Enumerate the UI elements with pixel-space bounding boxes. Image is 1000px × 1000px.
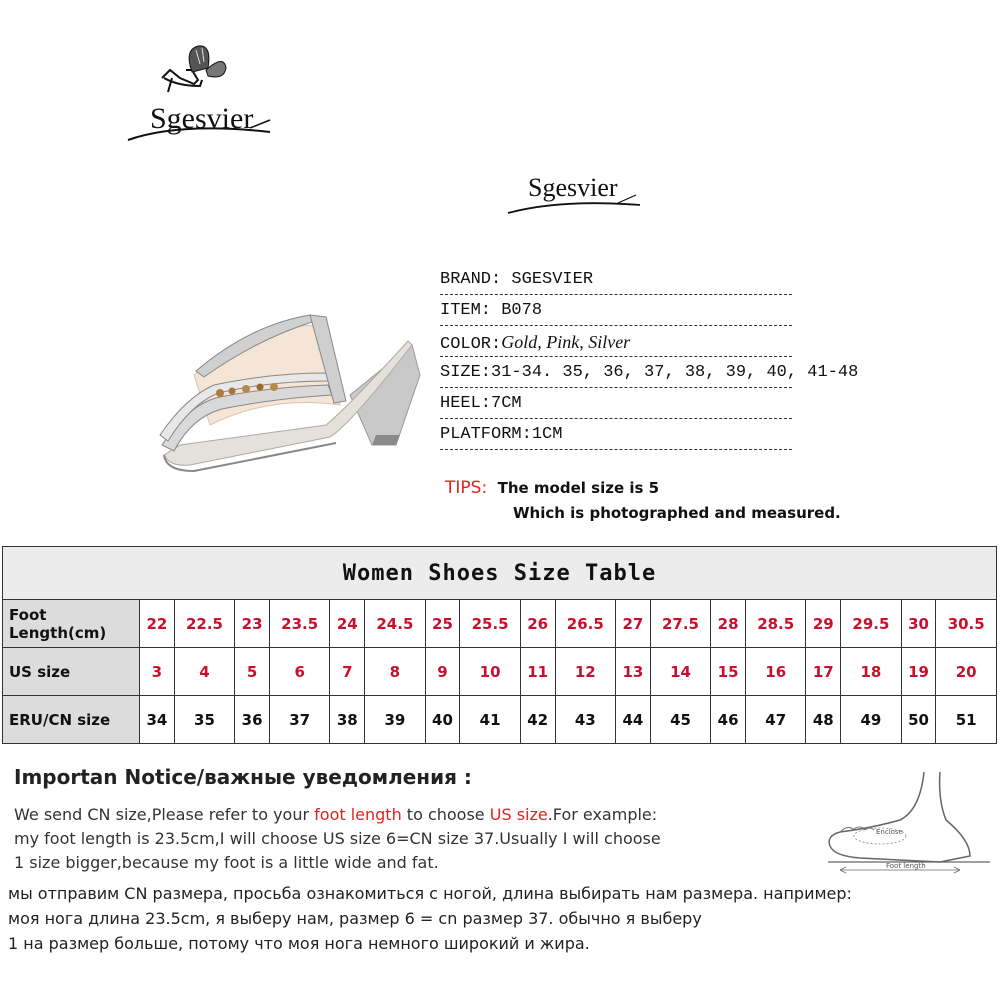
diagram-label-enclose: Enclose (876, 828, 903, 836)
size-table-cell: 26 (520, 600, 555, 648)
size-table-row (3, 696, 997, 744)
brand-logo-text: Sgesvier (150, 102, 254, 135)
spec-color-value: Gold, Pink, Silver (501, 332, 631, 352)
size-table (2, 546, 997, 744)
size-table-cell: 40 (425, 696, 460, 744)
size-table-cell: 22.5 (174, 600, 234, 648)
spec-size-value: 31-34. 35, 36, 37, 38, 39, 40, 41-48 (491, 363, 859, 382)
size-table-cell: 4 (174, 648, 234, 696)
notice-en-line-2: my foot length is 23.5cm,I will choose US size 6=CN size 37.Usually I will choose (14, 829, 661, 848)
size-table-cell: 24.5 (365, 600, 425, 648)
size-table-cell: 27.5 (650, 600, 710, 648)
notice-en-text: We send CN size,Please refer to your (14, 805, 315, 824)
size-table-cell: 25.5 (460, 600, 520, 648)
size-table-cell: 14 (650, 648, 710, 696)
spec-item-label: ITEM: (440, 301, 492, 320)
size-table-cell: 49 (841, 696, 901, 744)
spec-brand-value: SGESVIER (511, 270, 594, 289)
spec-item (440, 299, 792, 326)
size-table-cell: 19 (901, 648, 936, 696)
spec-heel (440, 392, 792, 419)
spec-size (440, 361, 859, 388)
notice-highlight-foot-length: foot length (314, 805, 402, 824)
foot-icon (820, 770, 995, 880)
size-table-cell: 25 (425, 600, 460, 648)
size-table-cell: 26.5 (555, 600, 615, 648)
size-table-cell: 3 (140, 648, 175, 696)
spec-color (440, 330, 792, 357)
brand-logo-middle (500, 165, 650, 225)
size-table-cell: 10 (460, 648, 520, 696)
size-table-cell: 28.5 (745, 600, 805, 648)
size-table-cell: 48 (806, 696, 841, 744)
notice-title: Importan Notice/важные уведомления : (14, 765, 472, 789)
size-table-cell: 18 (841, 648, 901, 696)
size-table-row (3, 600, 997, 648)
spec-item-value: B078 (501, 301, 543, 320)
size-table-title: Women Shoes Size Table (3, 547, 997, 600)
notice-highlight-us-size: US size (489, 805, 548, 824)
size-table-cell: 39 (365, 696, 425, 744)
size-table-cell: 36 (235, 696, 270, 744)
spec-platform-value: 1CM (531, 425, 563, 444)
notice-en-line-3: 1 size bigger,because my foot is a little wide and fat. (14, 853, 439, 872)
notice-en-line-1 (14, 805, 657, 824)
size-table-cell: 22 (140, 600, 175, 648)
size-table-cell: 30.5 (936, 600, 997, 648)
size-table-cell: 30 (901, 600, 936, 648)
size-table-cell: 34 (140, 696, 175, 744)
size-table-cell: 5 (235, 648, 270, 696)
size-table-cell: 9 (425, 648, 460, 696)
size-table-cell: 35 (174, 696, 234, 744)
brand-logo-text: Sgesvier (528, 173, 618, 202)
notice-ru-line-1: мы отправим CN размера, просьба ознакомиться с ногой, длина выбирать нам размера. например: (8, 884, 852, 903)
spec-brand-label: BRAND: (440, 270, 502, 289)
size-table-cell: 38 (330, 696, 365, 744)
size-table-cell: 44 (616, 696, 651, 744)
spec-platform-label: PLATFORM: (440, 425, 532, 444)
product-image (150, 285, 440, 485)
size-table-cell: 27 (616, 600, 651, 648)
spec-brand (440, 268, 792, 295)
size-table-cell: 7 (330, 648, 365, 696)
size-table-cell: 41 (460, 696, 520, 744)
size-table-cell: 13 (616, 648, 651, 696)
size-table-cell: 37 (269, 696, 329, 744)
size-table-cell: 47 (745, 696, 805, 744)
spec-heel-value: 7CM (491, 394, 522, 413)
tips-line2: Which is photographed and measured. (513, 504, 841, 522)
size-table-cell: 43 (555, 696, 615, 744)
notice-ru-line-2: моя нога длина 23.5cm, я выберу нам, размер 6 = cn размер 37. обычно я выберу (8, 909, 702, 928)
size-table-row-header: ERU/CN size (3, 696, 140, 744)
diagram-label-foot-length: Foot length (886, 862, 926, 870)
logo-swoosh-icon (500, 165, 650, 225)
size-table-cell: 23 (235, 600, 270, 648)
notice-en-text: to choose (401, 805, 490, 824)
spec-heel-label: HEEL: (440, 394, 492, 413)
foot-measure-diagram (820, 770, 995, 880)
size-table-cell: 12 (555, 648, 615, 696)
spec-platform (440, 423, 792, 450)
tips (445, 478, 659, 498)
size-table-cell: 51 (936, 696, 997, 744)
size-table-cell: 28 (711, 600, 746, 648)
size-table-cell: 46 (711, 696, 746, 744)
size-table-cell: 50 (901, 696, 936, 744)
size-table-cell: 6 (269, 648, 329, 696)
notice-en-text: .For example: (547, 805, 658, 824)
tips-line1: The model size is 5 (497, 479, 660, 497)
size-table-cell: 23.5 (269, 600, 329, 648)
tips-label: TIPS: (445, 478, 488, 498)
notice-ru-line-3: 1 на размер больше, потому что моя нога немного широкий и жира. (8, 934, 590, 953)
size-table-cell: 15 (711, 648, 746, 696)
size-table-row-header: US size (3, 648, 140, 696)
size-table-cell: 24 (330, 600, 365, 648)
size-table-cell: 29 (806, 600, 841, 648)
size-table-cell: 11 (520, 648, 555, 696)
brand-logo-top (120, 40, 290, 150)
size-table-cell: 45 (650, 696, 710, 744)
size-table-cell: 42 (520, 696, 555, 744)
size-table-cell: 16 (745, 648, 805, 696)
size-table-cell: 29.5 (841, 600, 901, 648)
size-table-row (3, 648, 997, 696)
size-table-cell: 20 (936, 648, 997, 696)
spec-color-label: COLOR: (440, 335, 502, 354)
size-table-row-header: Foot Length(cm) (3, 600, 140, 648)
spec-size-label: SIZE: (440, 363, 492, 382)
size-table-cell: 17 (806, 648, 841, 696)
size-table-cell: 8 (365, 648, 425, 696)
